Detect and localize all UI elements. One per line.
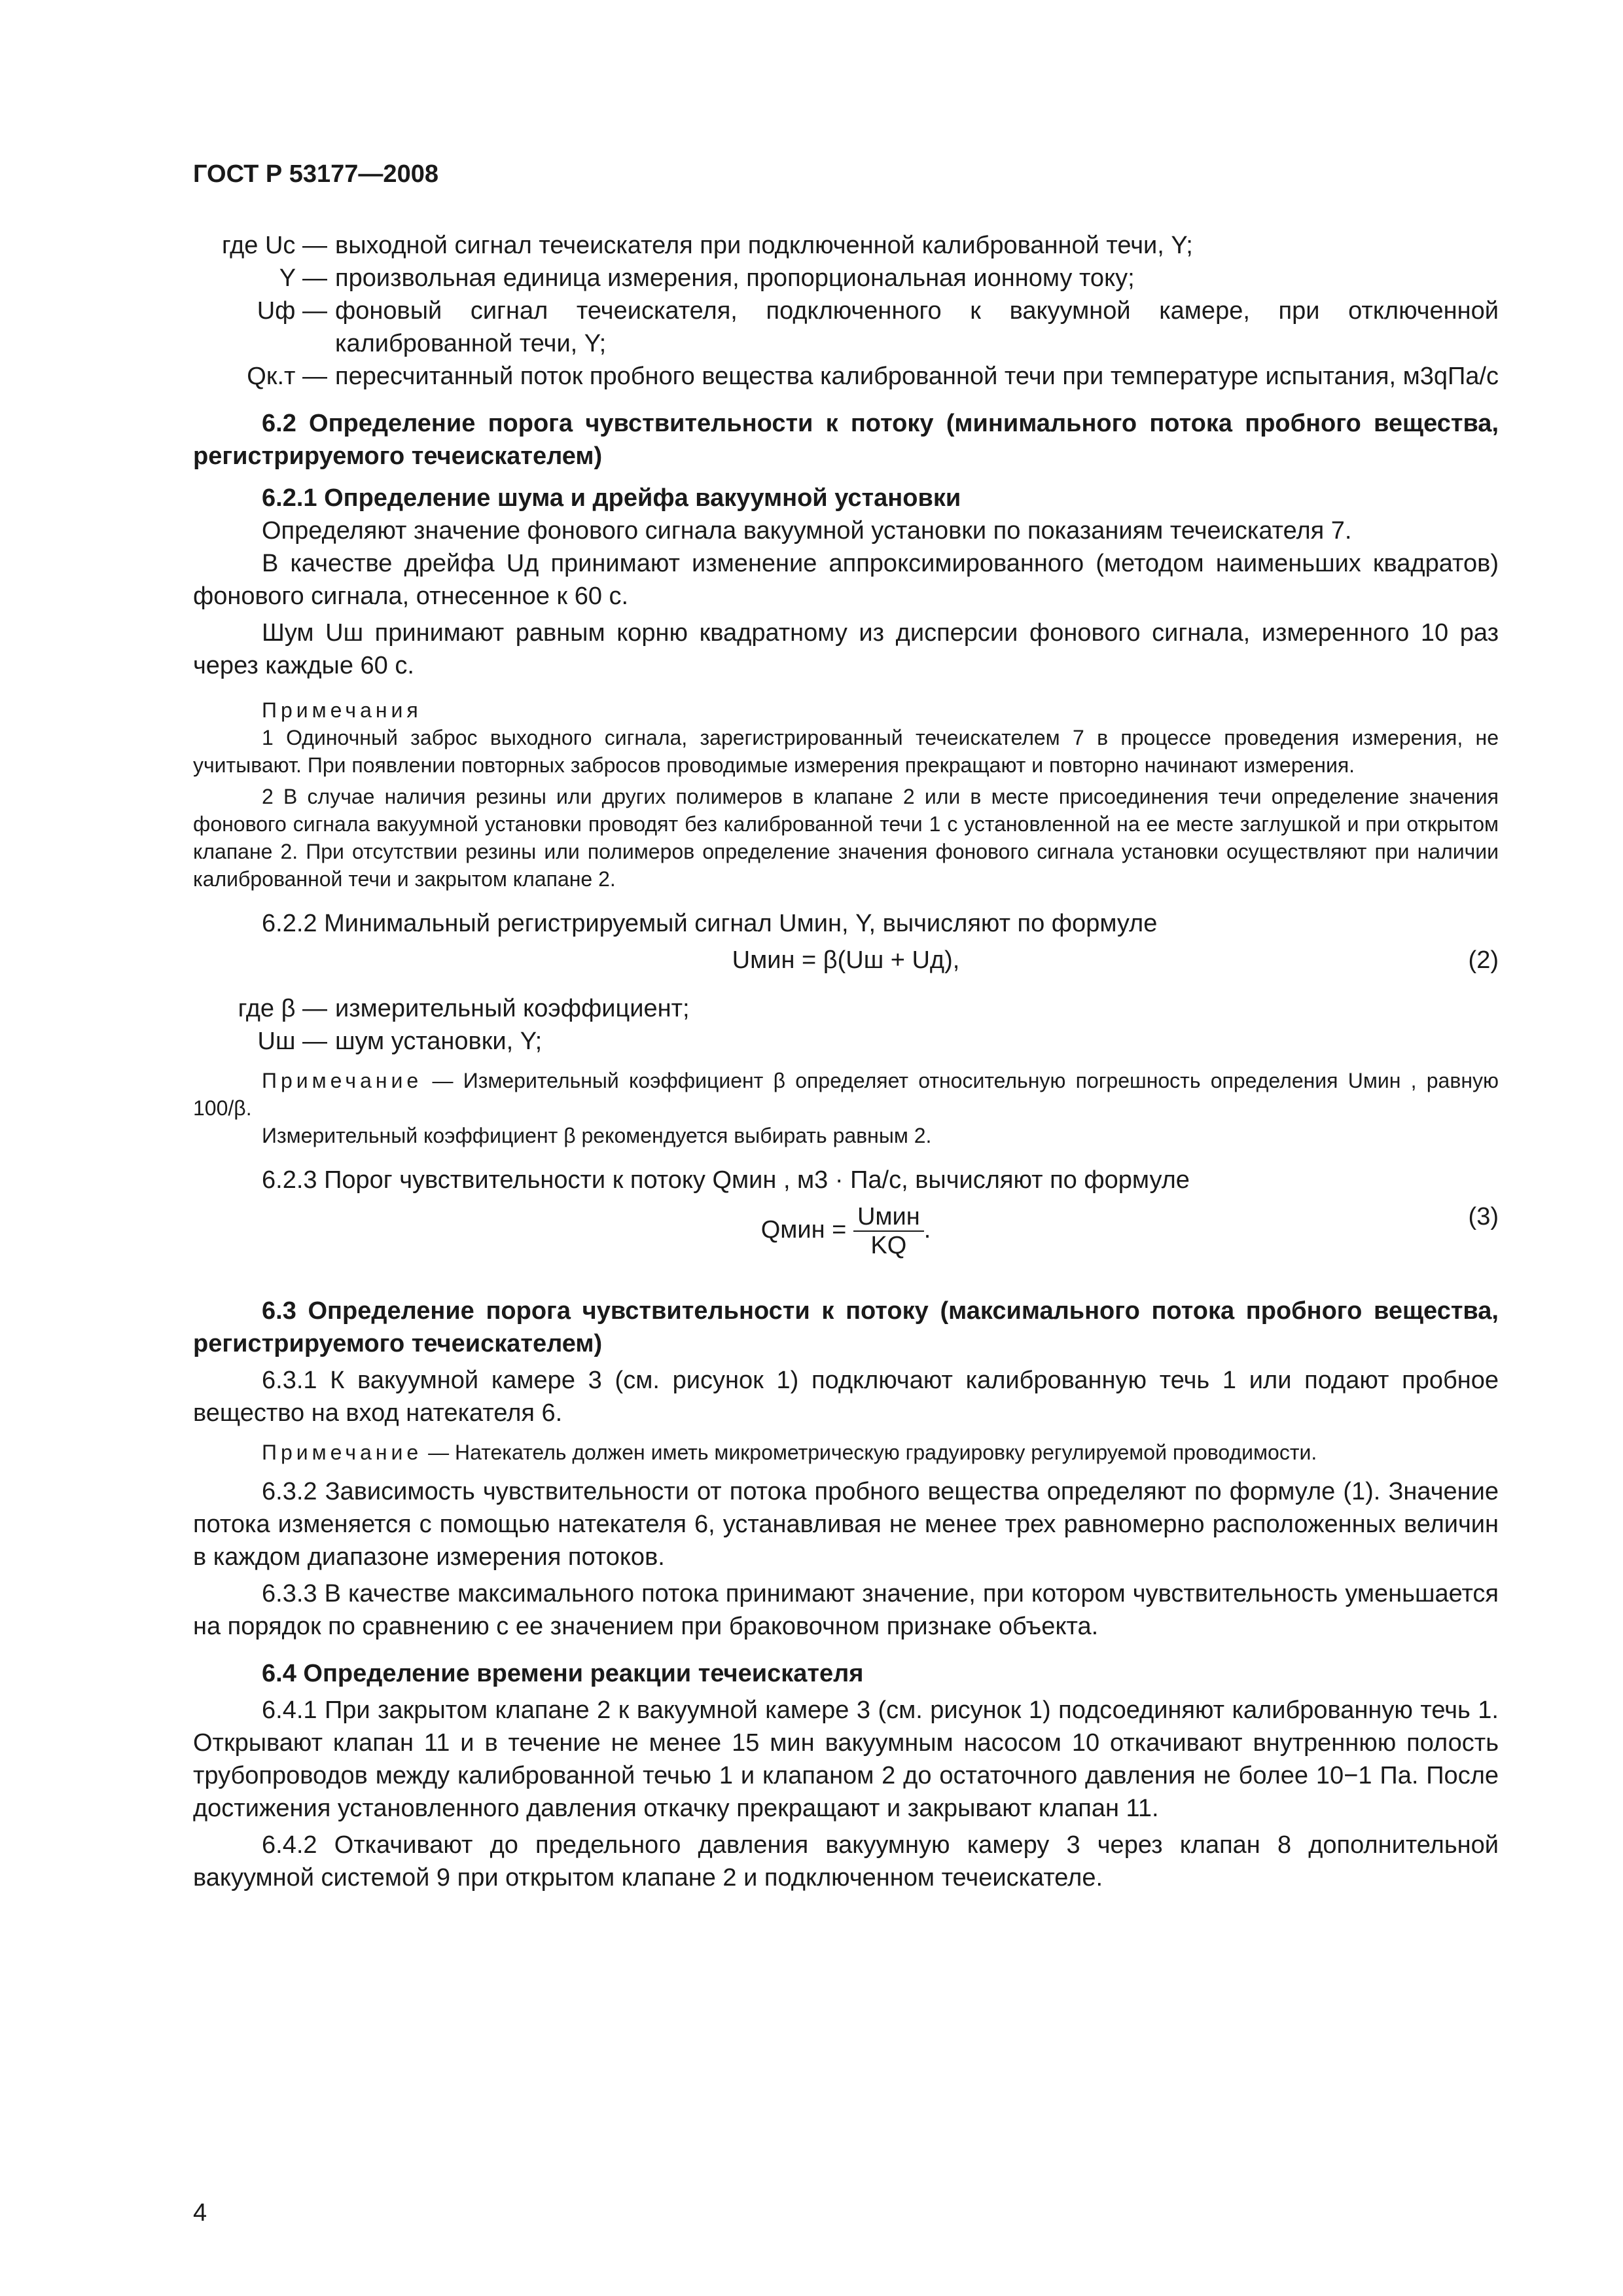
notes-title: Примечания (262, 698, 422, 722)
note-item: 1 Одиночный заброс выходного сигнала, зарегистрированный течеискателем 7 в процессе проведения измерения, не учитывают. При появлении повторных забросов проводимые измерения прекращают и повторно начинают измерения. (193, 726, 1499, 777)
definition-row (193, 360, 1499, 393)
definition-term: где Uс — (221, 232, 327, 259)
definition-term: Uф — (257, 297, 327, 325)
symbol-definitions (193, 229, 1499, 393)
definition-term: Uш — (257, 1028, 327, 1055)
note (193, 1439, 1499, 1466)
fraction (853, 1203, 924, 1259)
section-heading-6-3: 6.3 Определение порога чувствительности к потоку (максимального потока пробного вещества, регистрируемого течеискателем) (193, 1297, 1499, 1357)
formula-body (193, 1203, 1499, 1259)
definition-text: шум установки, Y; (335, 1028, 543, 1055)
definition-row (193, 229, 1499, 262)
note-item: 2 В случае наличия резины или других полимеров в клапане 2 или в месте присоединения течи определение значения фонового сигнала вакуумной установки проводят без калиброванной течи 1 с установленной на ее месте заглушкой и при открытом клапане 2. При отсутствии резины или полимеров определение значения фонового сигнала установки осуществляют при наличии калиброванной течи и закрытом клапане 2. (193, 785, 1499, 891)
document-page (193, 160, 1499, 1894)
note-label: Примечание (262, 1069, 423, 1092)
paragraph: 6.2.2 Минимальный регистрируемый сигнал Uмин, Y, вычисляют по формуле (262, 910, 1158, 937)
paragraph: Определяют значение фонового сигнала вакуумной установки по показаниям течеискателя 7. (262, 517, 1352, 545)
paragraph: Шум Uш принимают равным корню квадратному из дисперсии фонового сигнала, измеренного 10 раз через каждые 60 с. (193, 619, 1499, 679)
paragraph: В качестве дрейфа Uд принимают изменение аппроксимированного (методом наименьших квадратов) фонового сигнала, отнесенное к 60 с. (193, 550, 1499, 610)
formula-2 (193, 940, 1499, 992)
definition-text: произвольная единица измерения, пропорциональная ионному току; (335, 264, 1135, 292)
definition-term: где β — (238, 995, 327, 1022)
fraction-numerator: Uмин (853, 1203, 924, 1232)
note (193, 1067, 1499, 1122)
definition-row (193, 1025, 1499, 1058)
formula-number: (3) (1468, 1203, 1499, 1230)
definition-row (193, 992, 1499, 1025)
formula-3 (193, 1196, 1499, 1268)
paragraph: 6.3.3 В качестве максимального потока принимают значение, при котором чувствительность уменьшается на порядок по сравнению с ее значением при браковочном признаке объекта. (193, 1580, 1499, 1640)
paragraph: 6.2.3 Порог чувствительности к потоку Qмин , м3 · Па/с, вычисляют по формуле (262, 1166, 1190, 1194)
note-label: Примечание (262, 1441, 423, 1464)
definition-text: выходной сигнал течеискателя при подключенной калиброванной течи, Y; (335, 232, 1193, 259)
section-heading-6-4: 6.4 Определение времени реакции течеискателя (262, 1660, 864, 1687)
definition-text: фоновый сигнал течеискателя, подключенного к вакуумной камере, при отключенной калиброванной течи, Y; (335, 297, 1499, 357)
symbol-definitions (193, 992, 1499, 1058)
section-heading-6-2: 6.2 Определение порога чувствительности к потоку (минимального потока пробного вещества, регистрируемого течеискателем) (193, 410, 1499, 470)
definition-term: Y — (279, 264, 327, 292)
note-text: — Измерительный коэффициент β определяет относительную погрешность определения Uмин , равную 100/β. (193, 1069, 1499, 1120)
definition-text: пересчитанный поток пробного вещества калиброванной течи при температуре испытания, м3qПа/с (335, 363, 1499, 390)
document-header: ГОСТ Р 53177—2008 (193, 160, 438, 188)
formula-lhs: Qмин = (760, 1216, 847, 1244)
paragraph: 6.3.2 Зависимость чувствительности от потока пробного вещества определяют по формуле (1). Значение потока изменяется с помощью натекателя 6, устанавливая не менее трех равномерно расположенных величин в каждом диапазоне измерения потоков. (193, 1478, 1499, 1571)
paragraph: 6.3.1 К вакуумной камере 3 (см. рисунок 1) подключают калиброванную течь 1 или подают пробное вещество на вход натекателя 6. (193, 1367, 1499, 1427)
note-continuation: Измерительный коэффициент β рекомендуется выбирать равным 2. (262, 1124, 932, 1147)
definition-row (193, 262, 1499, 295)
page-number: 4 (193, 2199, 207, 2227)
definition-row (193, 295, 1499, 360)
formula-end: . (923, 1216, 931, 1244)
fraction-denominator: KQ (870, 1232, 907, 1259)
section-heading-6-2-1: 6.2.1 Определение шума и дрейфа вакуумной установки (262, 484, 961, 512)
definition-term: Qк.т — (247, 363, 327, 390)
paragraph: 6.4.1 При закрытом клапане 2 к вакуумной камере 3 (см. рисунок 1) подсоединяют калиброванную течь 1. Открывают клапан 11 и в течение не менее 15 мин вакуумным насосом 10 откачивают внутреннюю полость трубопроводов между калиброванной течью 1 и клапаном 2 до остаточного давления не более 10−1 Па. После достижения установленного давления откачку прекращают и закрывают клапан 11. (193, 1696, 1499, 1822)
paragraph: 6.4.2 Откачивают до предельного давления вакуумную камеру 3 через клапан 8 дополнительной вакуумной системой 9 при открытом клапане 2 и подключенном течеискателе. (193, 1831, 1499, 1892)
formula-number: (2) (1468, 946, 1499, 974)
note-text: — Натекатель должен иметь микрометрическую градуировку регулируемой проводимости. (428, 1441, 1317, 1464)
definition-text: измерительный коэффициент; (335, 995, 690, 1022)
formula-body: Uмин = β(Uш + Uд), (732, 946, 960, 974)
